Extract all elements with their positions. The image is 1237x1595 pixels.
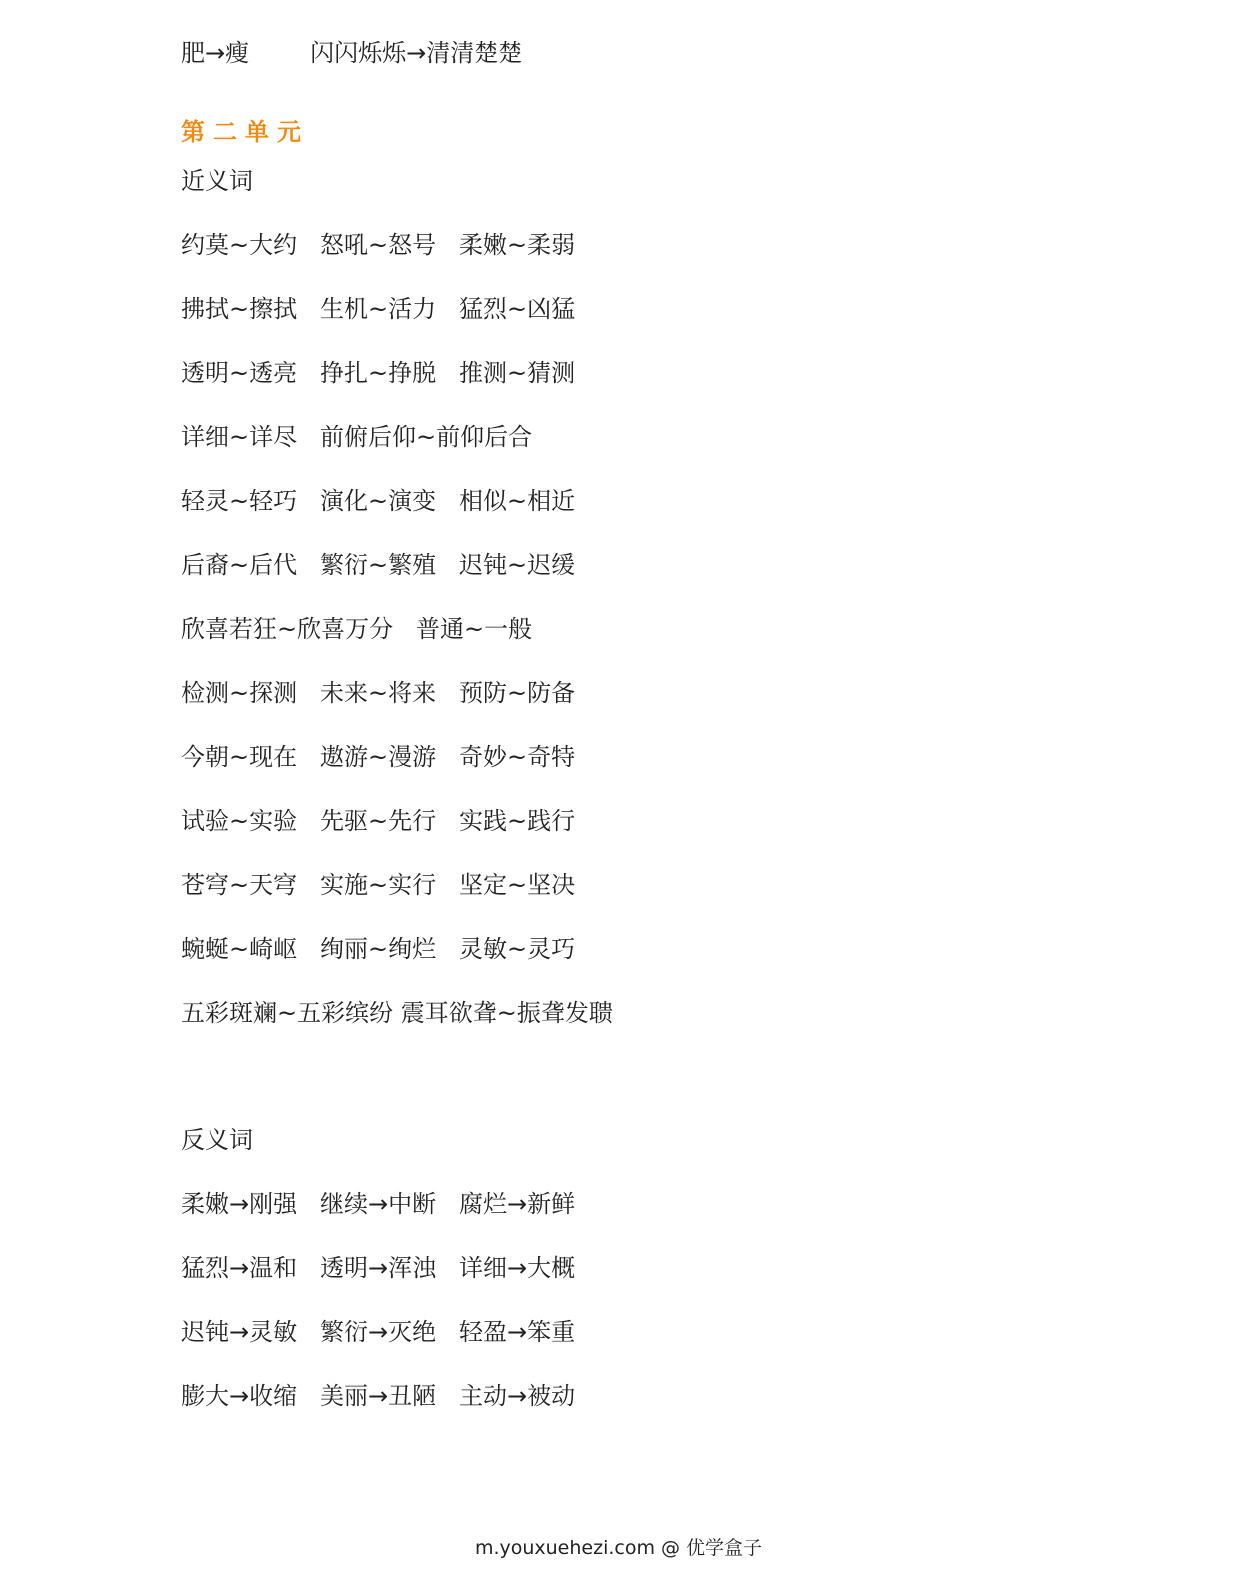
synonym-line: 约莫~大约 怒吼~怒号 柔嫩~柔弱 [181,231,576,259]
synonyms-heading: 近义词 [181,167,253,195]
antonym-line: 猛烈→温和 透明→浑浊 详细→大概 [181,1254,576,1282]
antonym-line: 迟钝→灵敏 繁衍→灭绝 轻盈→笨重 [181,1318,576,1346]
synonym-line: 详细~详尽 前俯后仰~前仰后合 [181,423,533,451]
antonym-line: 膨大→收缩 美丽→丑陋 主动→被动 [181,1382,576,1410]
synonym-line: 透明~透亮 挣扎~挣脱 推测~猜测 [181,359,576,387]
synonym-line: 拂拭~擦拭 生机~活力 猛烈~凶猛 [181,295,576,323]
top-line: 肥→瘦 闪闪烁烁→清清楚楚 [181,39,523,67]
synonym-line: 苍穹~天穹 实施~实行 坚定~坚决 [181,871,576,899]
synonym-line: 蜿蜒~崎岖 绚丽~绚烂 灵敏~灵巧 [181,935,576,963]
synonym-line: 欣喜若狂~欣喜万分 普通~一般 [181,615,533,643]
section-title: 第二单元 [181,118,309,146]
synonym-line: 轻灵~轻巧 演化~演变 相似~相近 [181,487,576,515]
antonym-line: 柔嫩→刚强 继续→中断 腐烂→新鲜 [181,1190,576,1218]
synonym-line: 五彩斑斓~五彩缤纷 震耳欲聋~振聋发聩 [181,999,613,1027]
synonym-line: 试验~实验 先驱~先行 实践~践行 [181,807,576,835]
footer-source: m.youxuehezi.com @ 优学盒子 [474,1537,763,1559]
synonym-line: 今朝~现在 遨游~漫游 奇妙~奇特 [181,743,576,771]
synonym-line: 后裔~后代 繁衍~繁殖 迟钝~迟缓 [181,551,576,579]
antonyms-heading: 反义词 [181,1126,253,1154]
synonym-line: 检测~探测 未来~将来 预防~防备 [181,679,576,707]
